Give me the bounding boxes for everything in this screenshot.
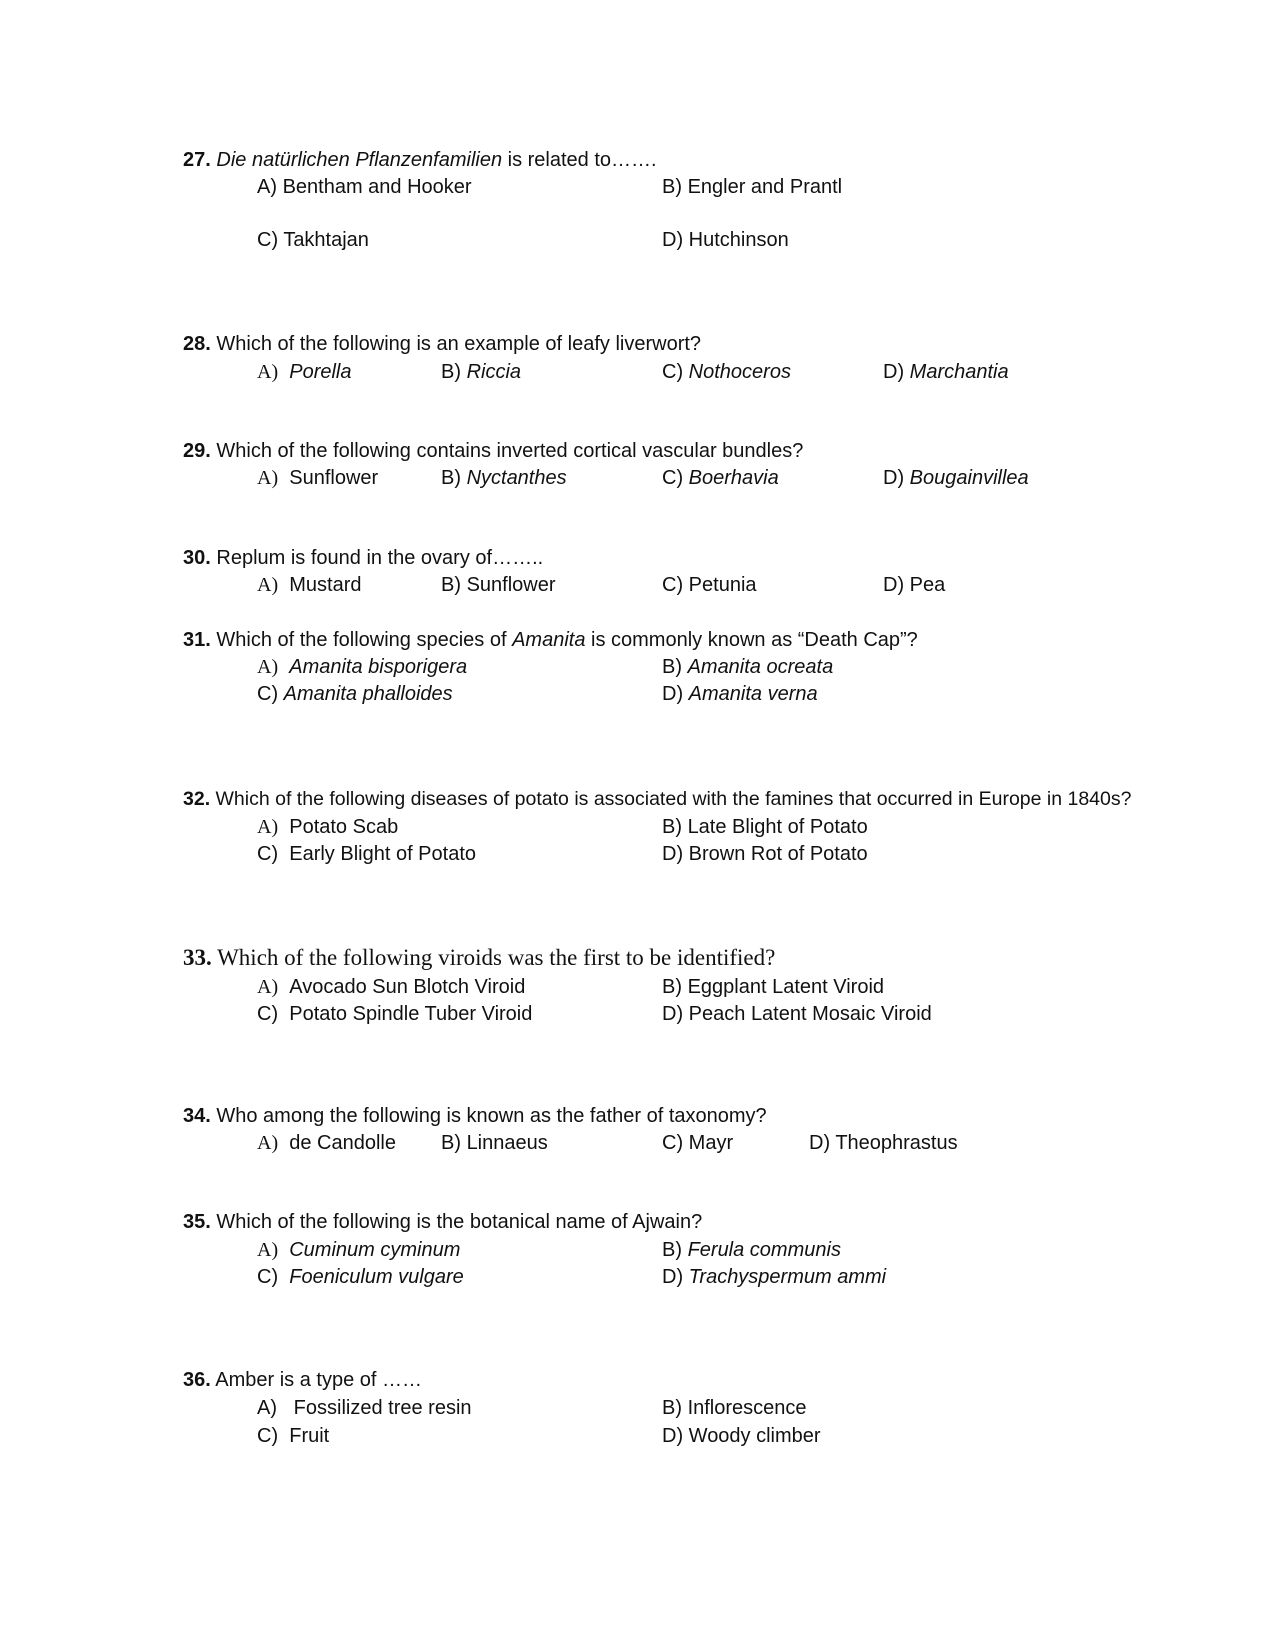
option-text: Nyctanthes	[466, 467, 567, 489]
option-text: Amanita ocreata	[687, 656, 834, 678]
option-d[interactable]	[662, 842, 868, 866]
question-36	[183, 1368, 422, 1392]
option-text: Foeniculum vulgare	[289, 1266, 464, 1288]
question-text-suffix: is commonly known as “Death Cap”?	[585, 629, 918, 651]
question-35	[183, 1210, 702, 1234]
question-number: 30.	[183, 547, 211, 569]
option-letter: A)	[257, 176, 277, 198]
option-letter: C)	[257, 1003, 279, 1025]
option-letter: C)	[257, 1425, 279, 1447]
question-number: 35.	[183, 1211, 211, 1233]
option-b[interactable]	[662, 655, 833, 679]
option-text: Brown Rot of Potato	[688, 843, 868, 865]
option-c[interactable]	[662, 1131, 733, 1155]
question-text: is related to…….	[502, 149, 657, 171]
option-text: Sunflower	[289, 467, 379, 489]
option-d[interactable]	[883, 573, 945, 597]
option-letter: A)	[257, 656, 279, 678]
option-text: Bougainvillea	[909, 467, 1029, 489]
option-a[interactable]	[257, 815, 398, 839]
option-text: Marchantia	[909, 361, 1009, 383]
option-letter: D)	[809, 1132, 831, 1154]
option-letter: A)	[257, 467, 279, 489]
option-letter: B)	[662, 816, 682, 838]
option-text: Fossilized tree resin	[293, 1397, 472, 1419]
option-b[interactable]	[662, 1396, 807, 1420]
option-letter: C)	[257, 843, 279, 865]
option-d[interactable]	[662, 682, 818, 706]
option-d[interactable]	[662, 1424, 821, 1448]
question-number: 31.	[183, 629, 211, 651]
option-letter: A)	[257, 574, 279, 596]
option-letter: A)	[257, 1239, 279, 1261]
option-a[interactable]	[257, 466, 378, 490]
option-letter: C)	[662, 574, 684, 596]
question-number: 34.	[183, 1105, 211, 1127]
option-a[interactable]	[257, 1396, 472, 1420]
question-number: 28.	[183, 333, 211, 355]
option-letter: C)	[257, 229, 279, 251]
option-text: Mayr	[688, 1132, 734, 1154]
option-b[interactable]	[662, 175, 842, 199]
option-b[interactable]	[441, 1131, 548, 1155]
option-b[interactable]	[441, 573, 556, 597]
option-letter: B)	[441, 574, 461, 596]
option-a[interactable]	[257, 975, 525, 999]
option-text: Late Blight of Potato	[687, 816, 868, 838]
option-text: Pea	[909, 574, 946, 596]
question-text-italic: Amanita	[512, 629, 586, 651]
question-text: Amber is a type of ……	[215, 1369, 423, 1391]
option-letter: D)	[662, 843, 684, 865]
option-b[interactable]	[662, 1238, 841, 1262]
option-text: Riccia	[466, 361, 522, 383]
option-text: Theophrastus	[835, 1132, 958, 1154]
option-letter: D)	[662, 1266, 684, 1288]
option-letter: B)	[662, 176, 682, 198]
option-text: Amanita bisporigera	[289, 656, 468, 678]
option-text: de Candolle	[289, 1132, 396, 1154]
option-text: Porella	[289, 361, 352, 383]
option-c[interactable]	[257, 1265, 464, 1289]
option-letter: B)	[441, 467, 461, 489]
option-letter: B)	[662, 976, 682, 998]
option-a[interactable]	[257, 655, 467, 679]
question-32	[183, 787, 1131, 811]
option-letter: A)	[257, 976, 279, 998]
option-c[interactable]	[257, 1002, 532, 1026]
question-text: Which of the following viroids was the first to be identified?	[217, 945, 776, 970]
option-text: Amanita verna	[688, 683, 818, 705]
question-27	[183, 148, 657, 172]
option-letter: B)	[662, 1239, 682, 1261]
option-b[interactable]	[441, 360, 521, 384]
option-letter: D)	[662, 229, 684, 251]
option-c[interactable]	[662, 360, 791, 384]
option-text: Early Blight of Potato	[289, 843, 477, 865]
option-letter: C)	[662, 361, 684, 383]
option-letter: C)	[662, 1132, 684, 1154]
option-letter: B)	[441, 1132, 461, 1154]
question-33	[183, 945, 775, 971]
option-letter: C)	[257, 683, 279, 705]
question-text-italic: Die natürlichen Pflanzenfamilien	[216, 149, 503, 171]
option-text: Mustard	[289, 574, 362, 596]
option-d[interactable]	[883, 360, 1009, 384]
question-text: Which of the following contains inverted cortical vascular bundles?	[216, 440, 804, 462]
option-text: Engler and Prantl	[687, 176, 843, 198]
option-a[interactable]	[257, 360, 352, 384]
question-text: Which of the following is an example of leafy liverwort?	[216, 333, 702, 355]
question-text: Who among the following is known as the father of taxonomy?	[216, 1105, 767, 1127]
option-c[interactable]	[257, 682, 453, 706]
option-text: Woody climber	[688, 1425, 821, 1447]
option-letter: D)	[662, 683, 684, 705]
option-text: Takhtajan	[283, 229, 369, 251]
question-29	[183, 439, 803, 463]
option-letter: A)	[257, 1132, 279, 1154]
option-c[interactable]	[257, 1424, 329, 1448]
option-letter: A)	[257, 361, 279, 383]
option-letter: A)	[257, 816, 279, 838]
option-text: Nothoceros	[688, 361, 791, 383]
option-d[interactable]	[662, 1002, 932, 1026]
option-letter: C)	[257, 1266, 279, 1288]
question-number: 32.	[183, 788, 211, 810]
option-text: Trachyspermum ammi	[688, 1266, 887, 1288]
option-b[interactable]	[441, 466, 567, 490]
option-a[interactable]	[257, 1238, 460, 1262]
question-31	[183, 628, 918, 652]
option-text: Peach Latent Mosaic Viroid	[688, 1003, 932, 1025]
option-text: Potato Scab	[289, 816, 399, 838]
option-text: Potato Spindle Tuber Viroid	[289, 1003, 533, 1025]
question-text: Which of the following species of	[216, 629, 513, 651]
option-letter: B)	[662, 656, 682, 678]
option-c[interactable]	[662, 466, 779, 490]
option-letter: B)	[662, 1397, 682, 1419]
option-text: Hutchinson	[688, 229, 789, 251]
question-number: 27.	[183, 149, 211, 171]
option-text: Ferula communis	[687, 1239, 841, 1261]
question-text: Which of the following diseases of potato is associated with the famines that occurred in Europe in 1840s?	[215, 788, 1132, 810]
option-text: Sunflower	[466, 574, 556, 596]
option-c[interactable]	[662, 573, 757, 597]
option-letter: C)	[662, 467, 684, 489]
option-text: Inflorescence	[687, 1397, 807, 1419]
question-text: Which of the following is the botanical name of Ajwain?	[216, 1211, 703, 1233]
option-b[interactable]	[662, 815, 868, 839]
question-number: 29.	[183, 440, 211, 462]
question-30	[183, 546, 543, 570]
option-c[interactable]	[257, 228, 369, 252]
option-letter: D)	[883, 467, 905, 489]
option-a[interactable]	[257, 1131, 396, 1155]
option-text: Avocado Sun Blotch Viroid	[289, 976, 526, 998]
option-d[interactable]	[662, 1265, 886, 1289]
option-text: Linnaeus	[466, 1132, 548, 1154]
option-d[interactable]	[662, 228, 789, 252]
option-text: Bentham and Hooker	[282, 176, 472, 198]
question-34	[183, 1104, 767, 1128]
option-a[interactable]	[257, 175, 472, 199]
question-28	[183, 332, 701, 356]
question-number: 33.	[183, 945, 212, 970]
option-text: Eggplant Latent Viroid	[687, 976, 885, 998]
option-text: Boerhavia	[688, 467, 779, 489]
option-d[interactable]	[883, 466, 1029, 490]
option-letter: B)	[441, 361, 461, 383]
option-d[interactable]	[809, 1131, 958, 1155]
option-letter: D)	[883, 574, 905, 596]
option-text: Cuminum cyminum	[289, 1239, 461, 1261]
option-text: Amanita phalloides	[283, 683, 453, 705]
option-b[interactable]	[662, 975, 884, 999]
option-letter: D)	[662, 1003, 684, 1025]
option-letter: D)	[662, 1425, 684, 1447]
option-letter: A)	[257, 1397, 277, 1419]
option-letter: D)	[883, 361, 905, 383]
question-text: Replum is found in the ovary of……..	[216, 547, 544, 569]
option-c[interactable]	[257, 842, 476, 866]
option-text: Petunia	[688, 574, 757, 596]
question-number: 36.	[183, 1369, 211, 1391]
option-a[interactable]	[257, 573, 361, 597]
option-text: Fruit	[289, 1425, 330, 1447]
